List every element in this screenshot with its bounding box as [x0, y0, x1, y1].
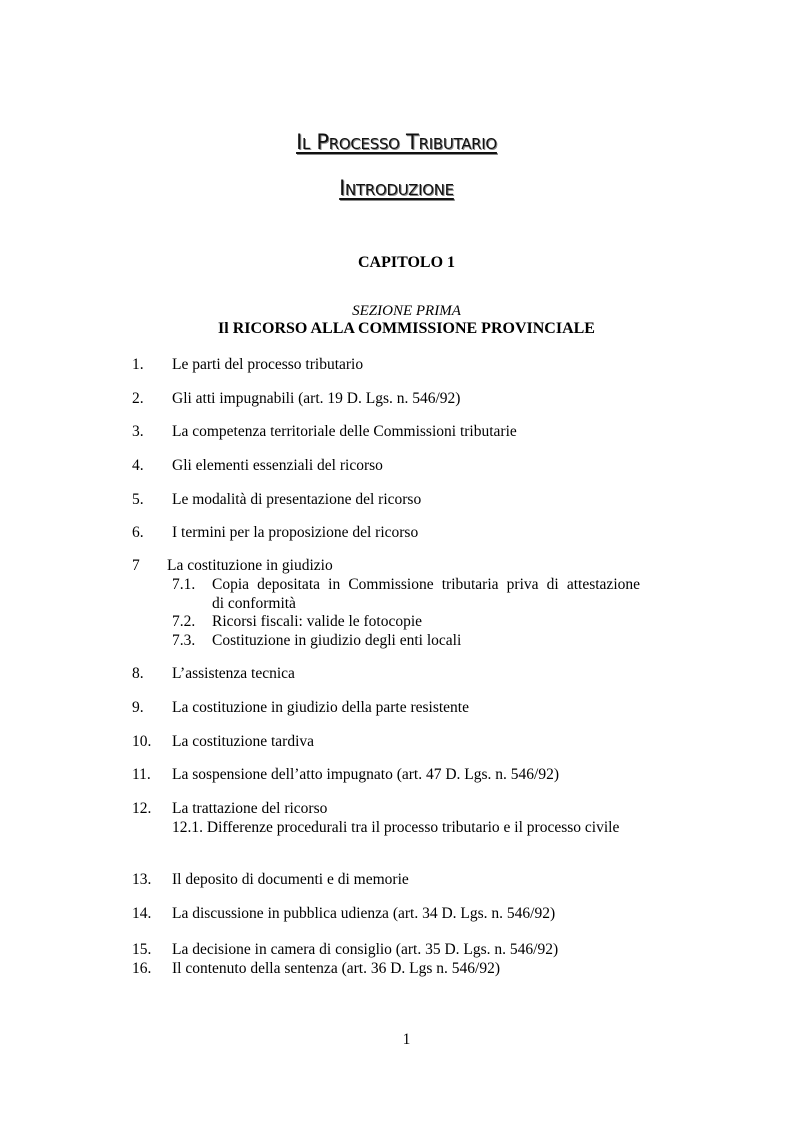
toc-item-number: 14.: [132, 905, 152, 922]
toc-item-text: Le modalità di presentazione del ricorso: [172, 491, 422, 508]
document-subtitle: Introduzione: [339, 176, 454, 200]
toc-item-text: La trattazione del ricorso: [172, 800, 328, 817]
page-number: 1: [402, 1031, 411, 1048]
toc-item-text: La costituzione in giudizio della parte resistente: [172, 699, 469, 716]
toc-item-number: 2.: [132, 390, 144, 407]
toc-item-number: 4.: [132, 457, 144, 474]
toc-item-text: Il deposito di documenti e di memorie: [172, 871, 409, 888]
toc-item-text: Gli elementi essenziali del ricorso: [172, 457, 383, 474]
document-title: Il Processo Tributario: [296, 130, 497, 154]
toc-item-number: 13.: [132, 871, 152, 888]
toc-item-text: Le parti del processo tributario: [172, 356, 364, 373]
toc-item-text: La competenza territoriale delle Commissioni tributarie: [172, 423, 517, 440]
toc-item-text: La sospensione dell’atto impugnato (art. 47 D. Lgs. n. 546/92): [172, 766, 560, 783]
toc-item-number: 12.: [132, 800, 152, 817]
toc-item-number: 6.: [132, 524, 144, 541]
toc-item-number: 7: [132, 557, 140, 574]
toc-subitem-number: 7.1.: [172, 576, 196, 593]
toc-subitem-text: Costituzione in giudizio degli enti locali: [212, 632, 462, 649]
toc-item-number: 16.: [132, 960, 152, 977]
section-title: Il RICORSO ALLA COMMISSIONE PROVINCIALE: [218, 320, 595, 337]
toc-item-number: 8.: [132, 665, 144, 682]
toc-subitem-text: Copia depositata in Commissione tributaria priva di attestazione: [212, 576, 640, 593]
chapter-heading: CAPITOLO 1: [357, 254, 456, 271]
toc-item-text: Gli atti impugnabili (art. 19 D. Lgs. n. 546/92): [172, 390, 461, 407]
toc-item-text: Il contenuto della sentenza (art. 36 D. Lgs n. 546/92): [172, 960, 500, 977]
toc-item-number: 10.: [132, 733, 152, 750]
toc-item-text: La costituzione tardiva: [172, 733, 315, 750]
toc-item-text: La decisione in camera di consiglio (art. 35 D. Lgs. n. 546/92): [172, 941, 559, 958]
toc-item-number: 1.: [132, 356, 144, 373]
toc-item-number: 3.: [132, 423, 144, 440]
section-kicker: SEZIONE PRIMA: [352, 303, 461, 319]
toc-item-text: La costituzione in giudizio: [167, 557, 333, 574]
toc-item-number: 5.: [132, 491, 144, 508]
toc-item-text: La discussione in pubblica udienza (art. 34 D. Lgs. n. 546/92): [172, 905, 556, 922]
toc-item-text: L’assistenza tecnica: [172, 665, 295, 682]
toc-subitem-number: 7.3.: [172, 632, 196, 649]
toc-subitem-text: Ricorsi fiscali: valide le fotocopie: [212, 613, 423, 630]
toc-item-number: 11.: [132, 766, 151, 783]
toc-item-number: 9.: [132, 699, 144, 716]
toc-subitem-continuation: di conformità: [212, 595, 296, 612]
toc-subitem-number: 7.2.: [172, 613, 196, 630]
toc-item-text: I termini per la proposizione del ricorso: [172, 524, 419, 541]
toc-subitem-text: 12.1. Differenze procedurali tra il processo tributario e il processo civile: [172, 819, 620, 836]
toc-item-number: 15.: [132, 941, 152, 958]
